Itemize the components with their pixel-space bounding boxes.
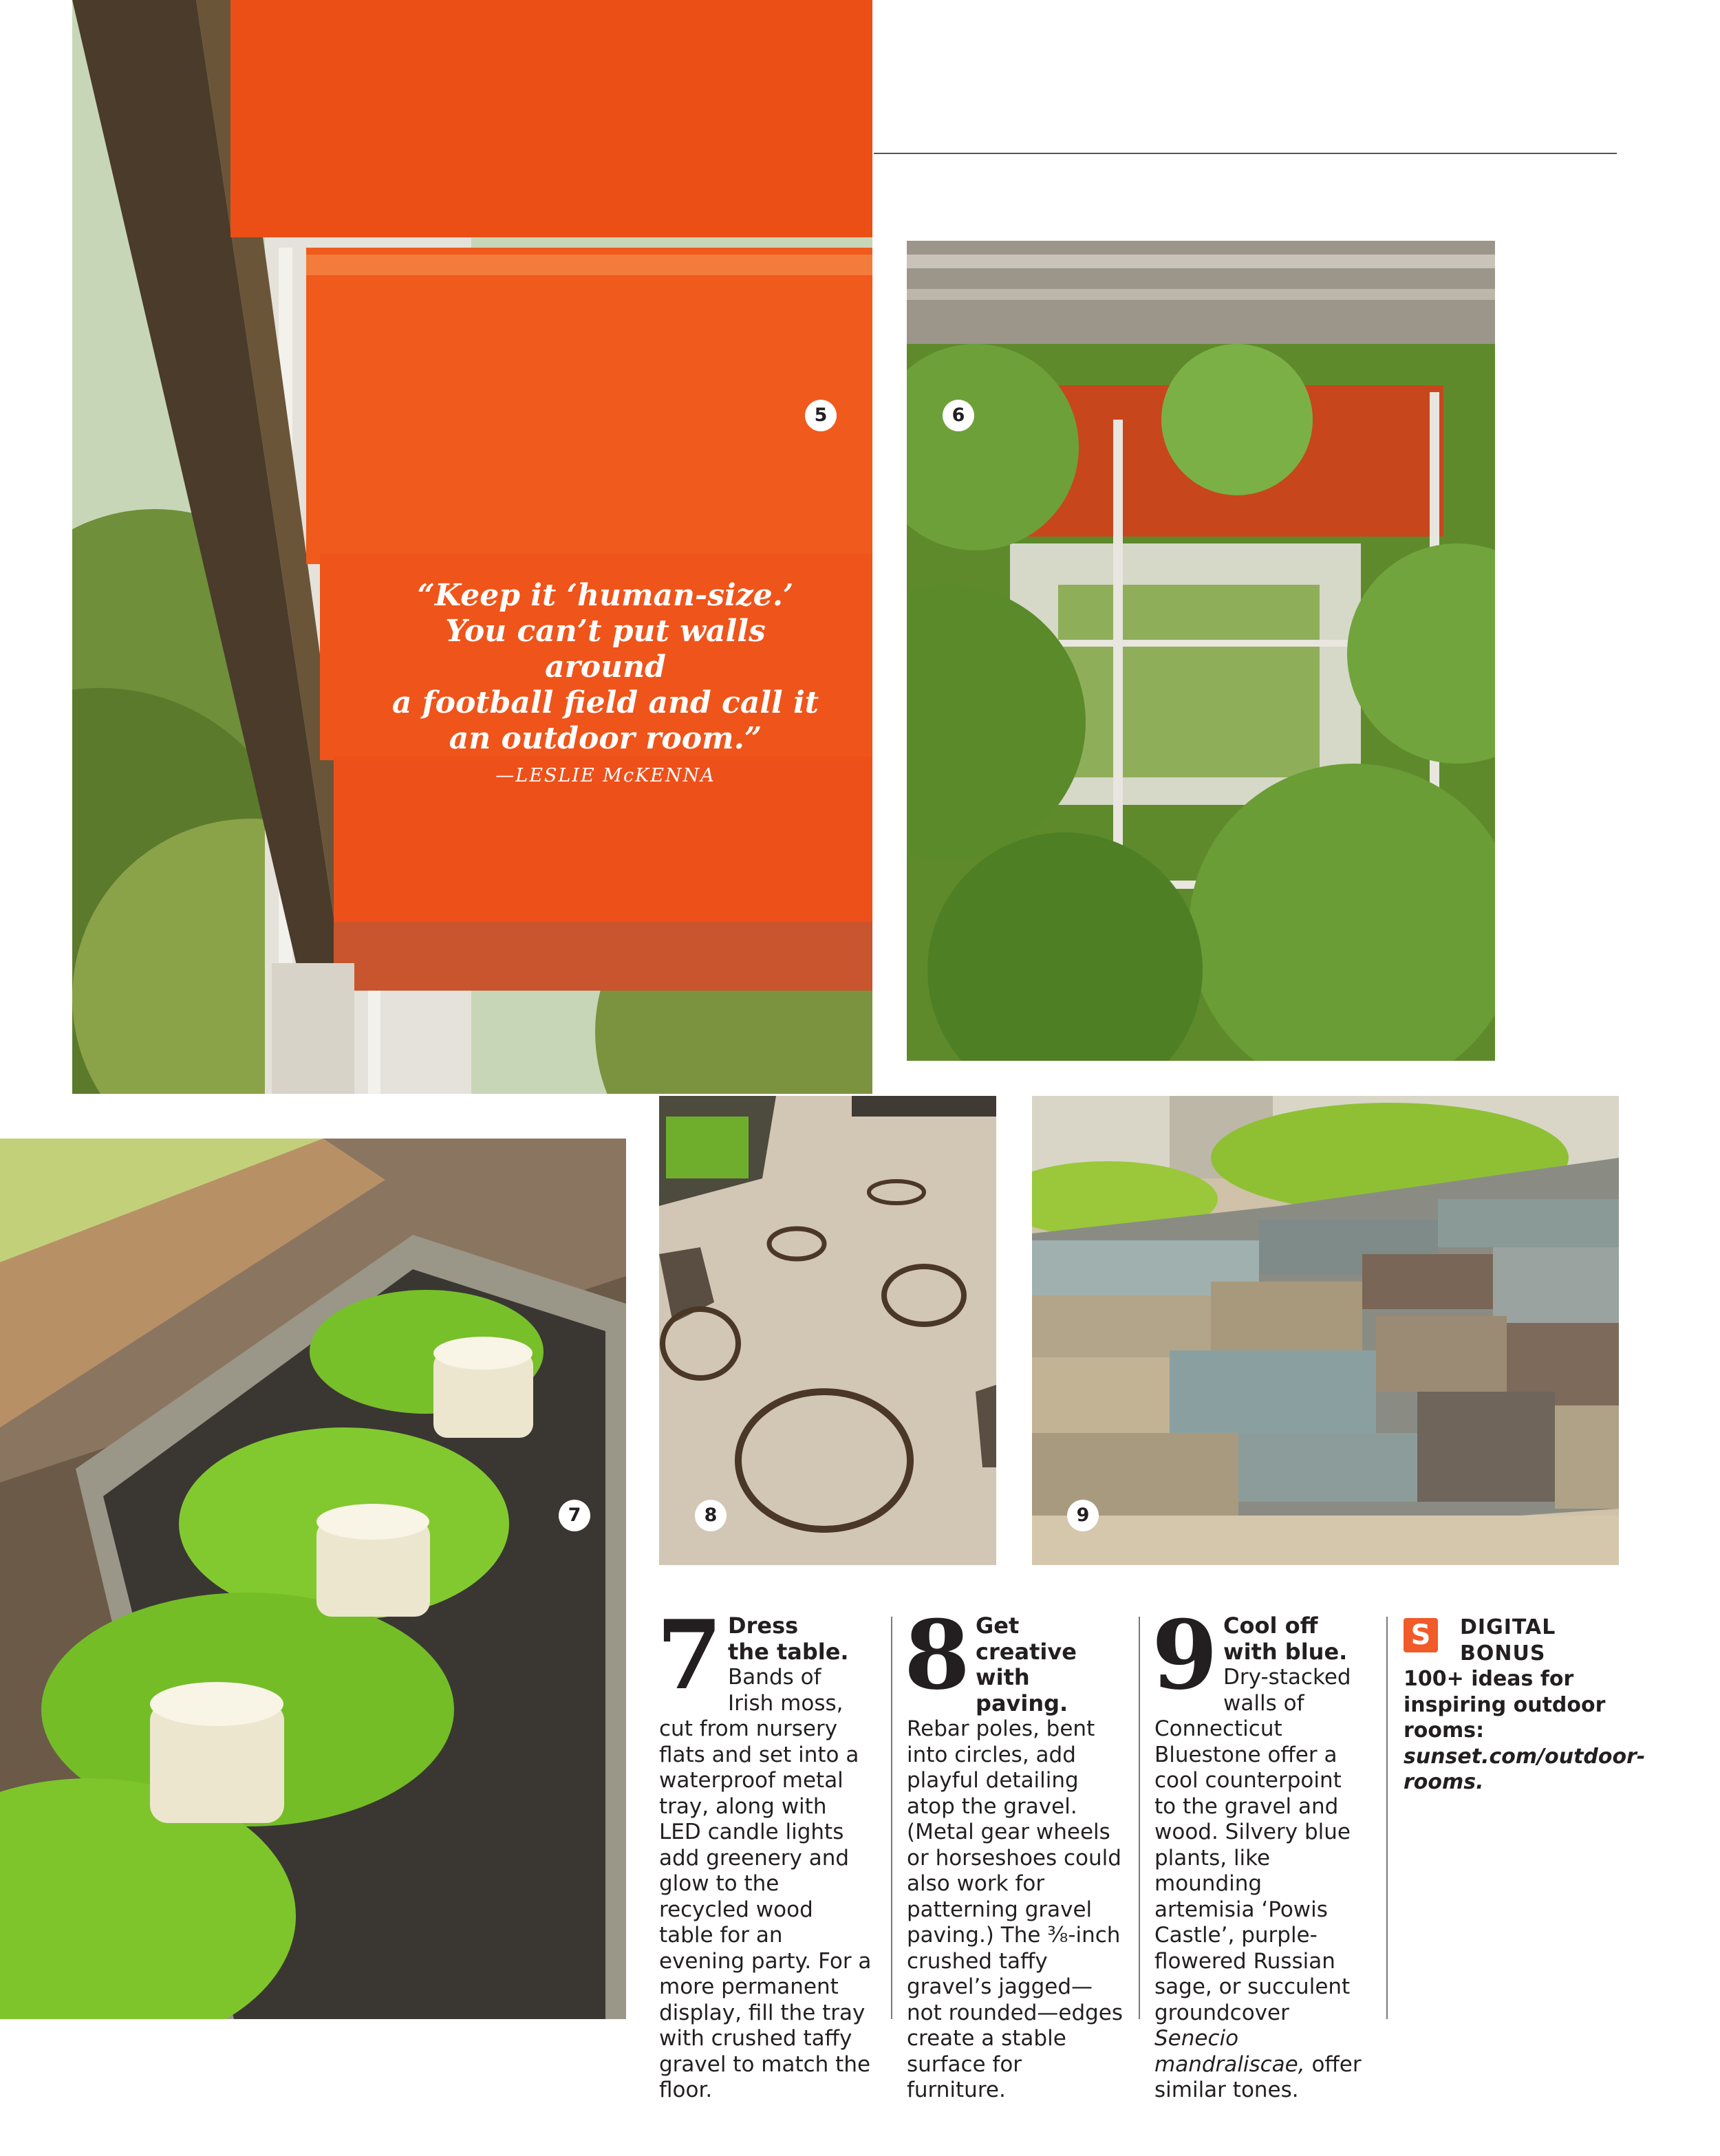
sunset-logo-icon: S — [1404, 1618, 1438, 1652]
photo-vine-pergola — [907, 241, 1495, 1061]
tip-heading: with paving. — [976, 1664, 1068, 1716]
photo-bluestone-wall — [1032, 1096, 1619, 1565]
tip-body: Bands of Irish moss, cut from nursery flats and set into a waterproof metal tray, along with LED candle lights add greenery and glow to the recycled wood table for an evening party. For a more permanent display, fill the tray with crushed taffy gravel to match the floor. — [659, 1665, 872, 2102]
tip-9 — [1152, 1599, 1368, 2104]
digital-bonus-text: 100+ ideas for inspiring outdoor rooms: sunset.com/outdoor-rooms. — [1404, 1667, 1646, 1794]
quote-line: “Keep it ‘human-size.’ — [417, 578, 794, 613]
tip-body: Rebar poles, bent into circles, add playful detailing atop the gravel. (Metal gear wheels or horseshoes could also work for patterning gravel paving.) The ⅜-inch crushed taffy gravel’s jagged—not rounded—edges create a stable surface for furniture. — [907, 1716, 1124, 2102]
digital-bonus-title: DIGITAL BONUS — [1460, 1615, 1556, 1665]
photo-number-badge: 6 — [943, 400, 974, 431]
tip-number: 7 — [656, 1599, 723, 1711]
tip-heading: Get creative — [976, 1613, 1077, 1665]
tip-7 — [656, 1599, 872, 2104]
photo-number-badge: 8 — [695, 1500, 727, 1531]
column-divider — [1386, 1617, 1388, 2019]
photo-orange-shades — [72, 0, 872, 1094]
tip-8 — [904, 1599, 1124, 2104]
quote-line: You can’t put walls around — [445, 614, 766, 684]
header-rule — [874, 153, 1617, 154]
tip-number: 8 — [904, 1599, 971, 1711]
tip-heading: Cool off — [1223, 1613, 1318, 1639]
tip-heading: with blue. — [1223, 1638, 1348, 1665]
tip-number: 9 — [1152, 1599, 1218, 1711]
photo-number-badge: 9 — [1067, 1500, 1099, 1531]
quote-line: an outdoor room.” — [449, 721, 762, 756]
tip-heading: Dress — [728, 1613, 799, 1639]
column-divider — [1139, 1617, 1140, 2019]
photo-number-badge: 5 — [805, 400, 837, 431]
photo-moss-candles — [0, 1139, 626, 2019]
quote-line: a football field and call it — [391, 685, 819, 720]
tip-heading: the table. — [728, 1638, 849, 1665]
photo-number-badge: 7 — [559, 1500, 590, 1531]
column-divider — [891, 1617, 892, 2019]
pull-quote — [385, 578, 826, 794]
quote-attribution: —LESLIE McKENNA — [495, 765, 716, 786]
tip-body: Dry-stacked walls of Connecticut Bluestone offer a cool counterpoint to the gravel and wood. Silvery blue plants, like mounding artemisia ‘Powis Castle’, purple-flowered Russian sage, or succulent groundcover Senecio mandraliscae, offer similar tones. — [1154, 1665, 1362, 2102]
bonus-link[interactable]: sunset.com/outdoor-rooms. — [1404, 1744, 1646, 1794]
photo-gravel-rings — [659, 1096, 996, 1565]
